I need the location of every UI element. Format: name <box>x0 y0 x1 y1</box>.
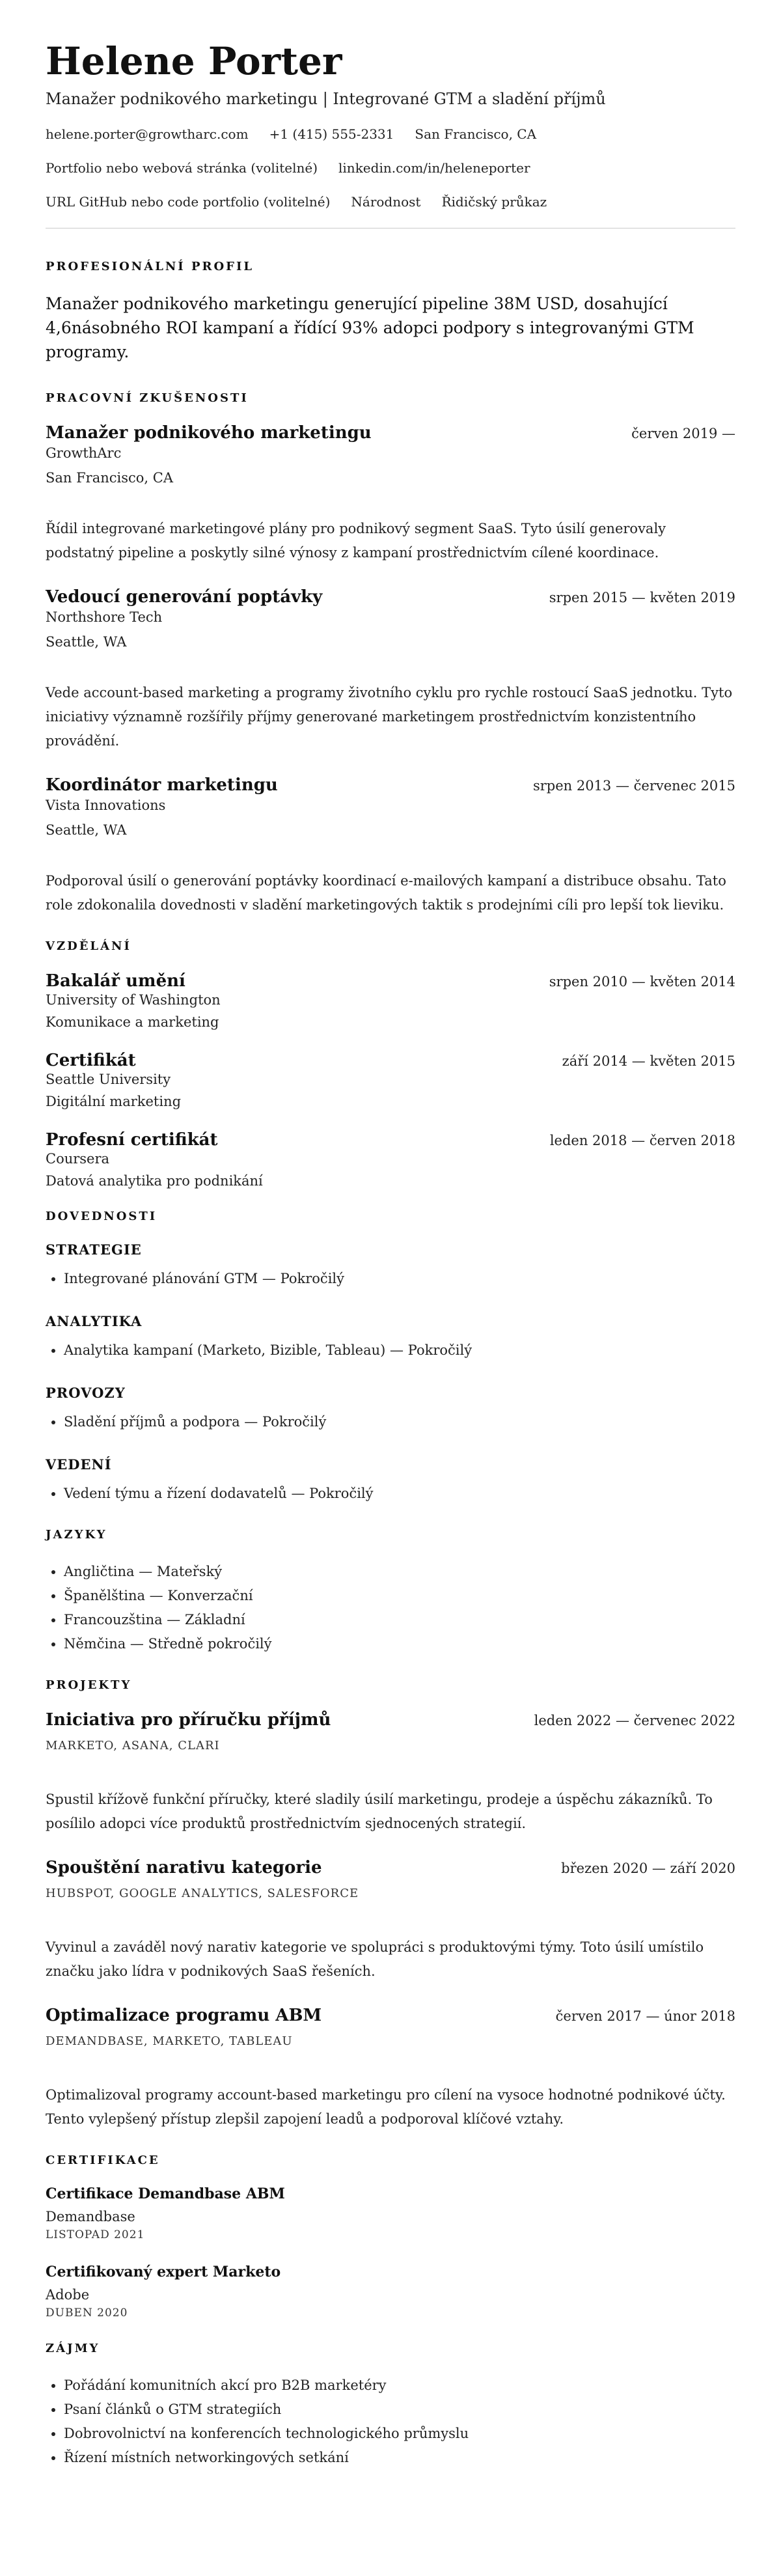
certification-date: LISTOPAD 2021 <box>46 2228 145 2241</box>
job-location: Seattle, WA <box>46 822 127 838</box>
interest-item: • Dobrovolnictví na konferencích technologického průmyslu <box>64 2422 735 2446</box>
interest-item: • Psaní článků o GTM strategiích <box>64 2398 735 2422</box>
certification-entry <box>46 2185 735 2241</box>
degree: Profesní certifikát <box>46 1130 218 1150</box>
location: San Francisco, CA <box>415 126 537 142</box>
skill-group-title: STRATEGIE <box>46 1241 142 1258</box>
school: Seattle University <box>46 1072 171 1087</box>
job-description: Řídil integrované marketingové plány pro podnikový segment SaaS. Tyto úsilí generovaly podstatný pipeline a poskytly silné výnosy z kampaní prostřednictvím cílené koordinace. <box>46 521 666 561</box>
skill-item: • Vedení týmu a řízení dodavatelů — Pokročilý <box>64 1482 735 1506</box>
skill-list <box>46 1410 735 1434</box>
skill-list <box>46 1267 735 1291</box>
job-title: Vedoucí generování poptávky <box>46 587 323 607</box>
job-location: Seattle, WA <box>46 634 127 650</box>
interest-list <box>46 2374 735 2470</box>
certification-name: Certifikovaný expert Marketo <box>46 2264 281 2280</box>
school: University of Washington <box>46 992 221 1008</box>
interest-item: • Řízení místních networkingových setkání <box>64 2446 735 2470</box>
entry-head <box>46 775 735 795</box>
project-date: červen 2017 — únor 2018 <box>555 2008 735 2024</box>
section-title: ZÁJMY <box>46 2342 100 2355</box>
certification-issuer: Adobe <box>46 2287 90 2303</box>
entry-head <box>46 1130 735 1150</box>
linkedin-link[interactable]: linkedin.com/in/heleneporter <box>338 160 530 176</box>
interest-item: • Pořádání komunitních akcí pro B2B marketéry <box>64 2374 735 2398</box>
certifications-section <box>46 2154 735 2320</box>
portfolio-link[interactable]: Portfolio nebo webová stránka (volitelné) <box>46 160 318 176</box>
job-description: Vede account-based marketing a programy životního cyklu pro rychle rostoucí SaaS jednotku. Tyto iniciativy významně rozšířily příjmy generované marketingem prostřednictvím konzistentního provádění. <box>46 685 733 749</box>
language-item: • Španělština — Konverzační <box>64 1584 735 1608</box>
field-of-study: Komunikace a marketing <box>46 1014 219 1030</box>
job-date: srpen 2015 — květen 2019 <box>549 590 735 605</box>
nationality: Národnost <box>351 194 421 210</box>
job-date: srpen 2013 — červenec 2015 <box>532 778 735 794</box>
job-location: San Francisco, CA <box>46 470 174 486</box>
certification-issuer: Demandbase <box>46 2209 135 2224</box>
education-date: srpen 2010 — květen 2014 <box>549 974 735 990</box>
project-tech: MARKETO, ASANA, CLARI <box>46 1739 220 1752</box>
project-entry <box>46 1710 735 1836</box>
certification-entry <box>46 2264 735 2320</box>
skill-list <box>46 1338 735 1363</box>
certification-name: Certifikace Demandbase ABM <box>46 2185 285 2202</box>
section-title: PROFESIONÁLNÍ PROFIL <box>46 260 254 273</box>
section-title: PRACOVNÍ ZKUŠENOSTI <box>46 391 249 405</box>
entry-head <box>46 1710 735 1730</box>
education-section <box>46 939 735 1189</box>
company: Northshore Tech <box>46 609 163 625</box>
education-entry <box>46 1051 735 1109</box>
section-title: DOVEDNOSTI <box>46 1210 158 1223</box>
skill-list <box>46 1482 735 1506</box>
skill-group-title: VEDENÍ <box>46 1456 112 1473</box>
entry-head <box>46 423 735 443</box>
language-item: • Němčina — Středně pokročilý <box>64 1632 735 1656</box>
skill-item: • Analytika kampaní (Marketo, Bizible, Tableau) — Pokročilý <box>64 1338 735 1363</box>
field-of-study: Digitální marketing <box>46 1094 182 1109</box>
candidate-name: Helene Porter <box>46 39 342 83</box>
skill-group-title: PROVOZY <box>46 1385 126 1401</box>
education-entry <box>46 971 735 1030</box>
language-item: • Angličtina — Mateřský <box>64 1560 735 1584</box>
company: Vista Innovations <box>46 797 166 813</box>
project-description: Optimalizoval programy account-based marketingu pro cílení na vysoce hodnotné podnikové účty. Tento vylepšený přístup zlepšil zapojení leadů a podporoval klíčové vztahy. <box>46 2087 726 2127</box>
languages-section <box>46 1528 735 1656</box>
interests-section <box>46 2342 735 2470</box>
skill-item: • Integrované plánování GTM — Pokročilý <box>64 1267 735 1291</box>
project-description: Spustil křížově funkční příručky, které sladily úsilí marketingu, prodeje a úspěchu zákazníků. To posílilo adopci více produktů prostřednictvím sjednocených strategií. <box>46 1792 713 1831</box>
section-title: JAZYKY <box>46 1528 107 1542</box>
experience-section <box>46 391 735 917</box>
experience-entry <box>46 775 735 917</box>
skill-item: • Sladění příjmů a podpora — Pokročilý <box>64 1410 735 1434</box>
skill-group-title: ANALYTIKA <box>46 1313 143 1329</box>
projects-section <box>46 1678 735 2131</box>
experience-entry <box>46 423 735 565</box>
school: Coursera <box>46 1151 110 1167</box>
degree: Certifikát <box>46 1051 136 1070</box>
language-list <box>46 1560 735 1656</box>
profile-section <box>46 260 735 364</box>
field-of-study: Datová analytika pro podnikání <box>46 1173 263 1189</box>
project-tech: HUBSPOT, GOOGLE ANALYTICS, SALESFORCE <box>46 1887 359 1900</box>
language-item: • Francouzština — Základní <box>64 1608 735 1632</box>
resume-header <box>46 38 735 210</box>
job-description: Podporoval úsilí o generování poptávky koordinací e-mailových kampaní a distribuce obsahu. Tato role zdokonalila dovednosti v sladění marketingových taktik s prodejními cíli pro lepší tok lieviku. <box>46 873 726 913</box>
project-name: Optimalizace programu ABM <box>46 2006 322 2025</box>
github-link[interactable]: URL GitHub nebo code portfolio (volitelné) <box>46 194 331 210</box>
section-title: VZDĚLÁNÍ <box>46 939 131 953</box>
headline: Manažer podnikového marketingu | Integrované GTM a sladění příjmů <box>46 90 606 108</box>
project-name: Iniciativa pro příručku příjmů <box>46 1710 331 1730</box>
company: GrowthArc <box>46 445 122 461</box>
education-date: září 2014 — květen 2015 <box>562 1053 735 1069</box>
entry-head <box>46 971 735 991</box>
project-entry <box>46 2006 735 2131</box>
header-divider <box>46 228 735 229</box>
section-title: CERTIFIKACE <box>46 2154 160 2167</box>
experience-entry <box>46 587 735 753</box>
project-description: Vyvinul a zaváděl nový narativ kategorie ve spolupráci s produktovými týmy. Toto úsilí umístilo značku jako lídra v podnikových SaaS řešeních. <box>46 1939 704 1979</box>
profile-summary: Manažer podnikového marketingu generující pipeline 38M USD, dosahující 4,6násobného ROI kampaní a řídící 93% adopci podpory s integrovanými GTM programy. <box>46 294 694 361</box>
project-date: březen 2020 — září 2020 <box>561 1861 735 1876</box>
project-entry <box>46 1858 735 1984</box>
section-title: PROJEKTY <box>46 1678 132 1692</box>
project-name: Spouštění narativu kategorie <box>46 1858 322 1877</box>
entry-head <box>46 1051 735 1070</box>
entry-head <box>46 2006 735 2025</box>
project-tech: DEMANDBASE, MARKETO, TABLEAU <box>46 2034 293 2048</box>
contact-row-1 <box>46 126 735 142</box>
job-title: Koordinátor marketingu <box>46 775 278 795</box>
phone: +1 (415) 555-2331 <box>269 126 394 142</box>
education-entry <box>46 1130 735 1189</box>
job-title: Manažer podnikového marketingu <box>46 423 372 443</box>
contact-row-2 <box>46 160 735 176</box>
job-date: červen 2019 — <box>631 426 735 441</box>
email[interactable]: helene.porter@growtharc.com <box>46 126 249 142</box>
project-date: leden 2022 — červenec 2022 <box>534 1713 735 1728</box>
education-date: leden 2018 — červen 2018 <box>549 1133 735 1148</box>
entry-head <box>46 587 735 607</box>
contact-row-3 <box>46 194 735 210</box>
certification-date: DUBEN 2020 <box>46 2306 128 2320</box>
skills-section <box>46 1210 735 1506</box>
degree: Bakalář umění <box>46 971 185 991</box>
entry-head <box>46 1858 735 1877</box>
drivers-license: Řidičský průkaz <box>441 194 547 210</box>
